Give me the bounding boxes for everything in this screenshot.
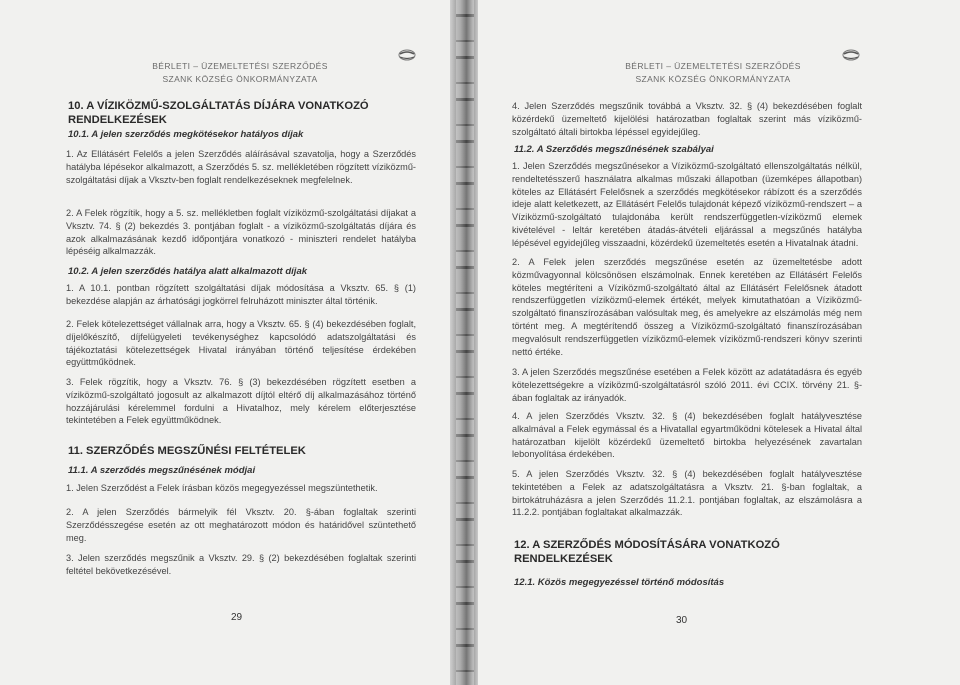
- section12-title: 12. A SZERZŐDÉS MÓDOSÍTÁSÁRA VONATKOZÓ RENDELKEZÉSEK: [514, 539, 780, 565]
- section11-2-title: 11.2. A Szerződés megszűnésének szabályai: [514, 144, 714, 155]
- s10-2-paragraph-2: 2. Felek kötelezettséget vállalnak arra, hogy a Vksztv. 65. § (4) bekezdésében foglalt, díjelőkészítő, díjfelügyeleti tevékenységhez kapcsolódó adatszolgáltatási és tájékoztatási kötelezettségek Hivatal irányában történő teljesítése érdekében együttműködnek.: [66, 319, 416, 368]
- s11-2-paragraph-1: 1. Jelen Szerződés megszűnésekor a Víziközmű-szolgáltató ellenszolgáltatás nélkül, rendeltetésszerű használatra alkalmas műszaki állapotban (üzemképes állapotban) köteles az Ellátásért Felelősnek a szerződés megkötésekor rábízott és a szerződés ideje alatt keletkezett, az Ellátásért Felelős tulajdonát képező víziközmű-rendszert – a Víziközmű-szolgáltató tulajdonába került rendszerfüggetlen-víziközmű elemek kivételével - leltár keretében átadás-átvételi eljárással a megszűnés hatályba lépésével egyidejűleg visszaadni, közérdekű üzemeltetés esetén a Hivatalnak átadni.: [512, 161, 862, 248]
- section11-1-title: 11.1. A szerződés megszűnésének módjai: [68, 465, 256, 476]
- left-header: [95, 60, 385, 86]
- right-logo-icon: [842, 48, 860, 62]
- s11-1-paragraph-3: 3. Jelen szerződés megszűnik a Vksztv. 29. § (2) bekezdésében foglaltak szerinti feltétel bekövetkezésével.: [66, 553, 416, 576]
- section10-title: 10. A VÍZIKÖZMŰ-SZOLGÁLTATÁS DÍJÁRA VONATKOZÓ RENDELKEZÉSEK: [68, 100, 369, 126]
- s10-1-paragraph-2: 2. A Felek rögzítik, hogy a 5. sz. mellékletben foglalt víziközmű-szolgáltatási díjakat a Vksztv. 74. § (2) bekezdés 3. pontjában foglalt - a víziközmű-szolgáltatás díjára és azok alkalmazásának kezdő időpontjára vonatkozó - miniszteri rendelet hatályba lépéséig alkalmazzák.: [66, 208, 416, 257]
- book-spine: [450, 0, 480, 685]
- s11-2-paragraph-5: 5. A jelen Szerződés Vksztv. 32. § (4) bekezdésében foglalt hatályvesztése tekintetében a Felek az adatszolgáltatásra a Vksztv. 21. §-ban foglaltak, a birtokátruházásra a jelen Szerződés 11.2.1. pontjában foglaltak, az elszámolásra a 11.2.2. pontjában foglaltakat alkalmazzák.: [512, 469, 862, 518]
- left-logo-icon: [398, 48, 416, 62]
- right-page: [478, 0, 960, 685]
- section10-2-title: 10.2. A jelen szerződés hatálya alatt alkalmazott díjak: [68, 266, 308, 277]
- left-page: [0, 0, 452, 685]
- s10-1-paragraph-1: 1. Az Ellátásért Felelős a jelen Szerződés aláírásával szavatolja, hogy a Szerződés hatályba lépésekor alkalmazott, a Szerződés 5. sz. mellékletében rögzített víziközmű-szolgáltatási díjak a Vksztv-ben foglalt rendelkezéseknek megfelelnek.: [66, 149, 416, 185]
- r-paragraph-4: 4. Jelen Szerződés megszűnik továbbá a Vksztv. 32. § (4) bekezdésében foglalt közérdekű üzemeltető kijelölési határozatban foglaltak szerint más víziközmű-szolgáltató általi birtokba lépéssel egyidejűleg.: [512, 101, 862, 137]
- left-header-line1: BÉRLETI – ÜZEMELTETÉSI SZERZŐDÉS: [152, 61, 328, 71]
- s10-2-paragraph-3: 3. Felek rögzítik, hogy a Vksztv. 76. § (3) bekezdésében rögzített esetben a víziközmű-szolgáltató jogosult az alkalmazott díjtól eltérő díj alkalmazásához történő hozzájárulási kérelemmel fordulni a Hivatalhoz, mely kérelem előterjesztése tekintetében a Felek együttműködnek.: [66, 377, 416, 426]
- s11-2-paragraph-3: 3. A jelen Szerződés megszűnése esetében a Felek között az adatátadásra és egyéb kötelezettségekre a víziközmű-szolgáltatásról szóló 2011. évi CCIX. törvény 21. §-ában foglaltak az irányadók.: [512, 367, 862, 403]
- right-header-line1: BÉRLETI – ÜZEMELTETÉSI SZERZŐDÉS: [625, 61, 801, 71]
- s11-1-paragraph-1: 1. Jelen Szerződést a Felek írásban közös megegyezéssel megszüntethetik.: [66, 483, 378, 493]
- section11-title: 11. SZERZŐDÉS MEGSZŰNÉSI FELTÉTELEK: [68, 445, 306, 457]
- section10-1-title: 10.1. A jelen szerződés megkötésekor hatályos díjak: [68, 129, 304, 140]
- right-header-line2: SZANK KÖZSÉG ÖNKORMÁNYZATA: [635, 74, 791, 84]
- right-header: [588, 60, 838, 86]
- right-page-number: 30: [676, 615, 688, 626]
- s11-2-paragraph-2: 2. A Felek jelen szerződés megszűnése esetén az üzemeltetésbe adott közművagyonnal kölcsönösen elszámolnak. Ennek keretében az Ellátásért Felelős köteles megtéríteni a Víziközmű-szolgáltató által az Ellátásért Felelősnek átadott rendszerfüggetlen víziközmű-elemek értékét, melyek kimutathatóan a Víziközmű-szolgáltató finanszírozásában valósultak meg, és amelyekre az elszámolás még nem történt meg. A megtérítendő összeg a Víziközmű-szolgáltató finanszírozásában megvalósult rendszerfüggetlen víziközmű-elemek víziközmű-rendszeri könyv szerinti nettó értéke.: [512, 257, 862, 357]
- s11-1-paragraph-2: 2. A jelen Szerződés bármelyik fél Vksztv. 20. §-ában foglaltak szerinti Szerződésszegése esetén az ott meghatározott módon és határidővel szüntethető meg.: [66, 507, 416, 543]
- s11-2-paragraph-4: 4. A jelen Szerződés Vksztv. 32. § (4) bekezdésében foglalt hatályvesztése alkalmával a Felek egymással és a Hivatallal egyartműködni kötelesek a Hivatal által határozatban kijelölt közérdekű üzemeltető birtokba helyezésének zavartalan lebonyolítása érdekében.: [512, 411, 862, 460]
- left-page-number: 29: [231, 612, 243, 623]
- left-header-line2: SZANK KÖZSÉG ÖNKORMÁNYZATA: [162, 74, 318, 84]
- section12-1-title: 12.1. Közös megegyezéssel történő módosítás: [514, 577, 725, 588]
- s10-2-paragraph-1: 1. A 10.1. pontban rögzített szolgáltatási díjak módosítása a Vksztv. 65. § (1) bekezdése alapján az árhatósági jogkörrel felruházott miniszter által történik.: [66, 283, 416, 306]
